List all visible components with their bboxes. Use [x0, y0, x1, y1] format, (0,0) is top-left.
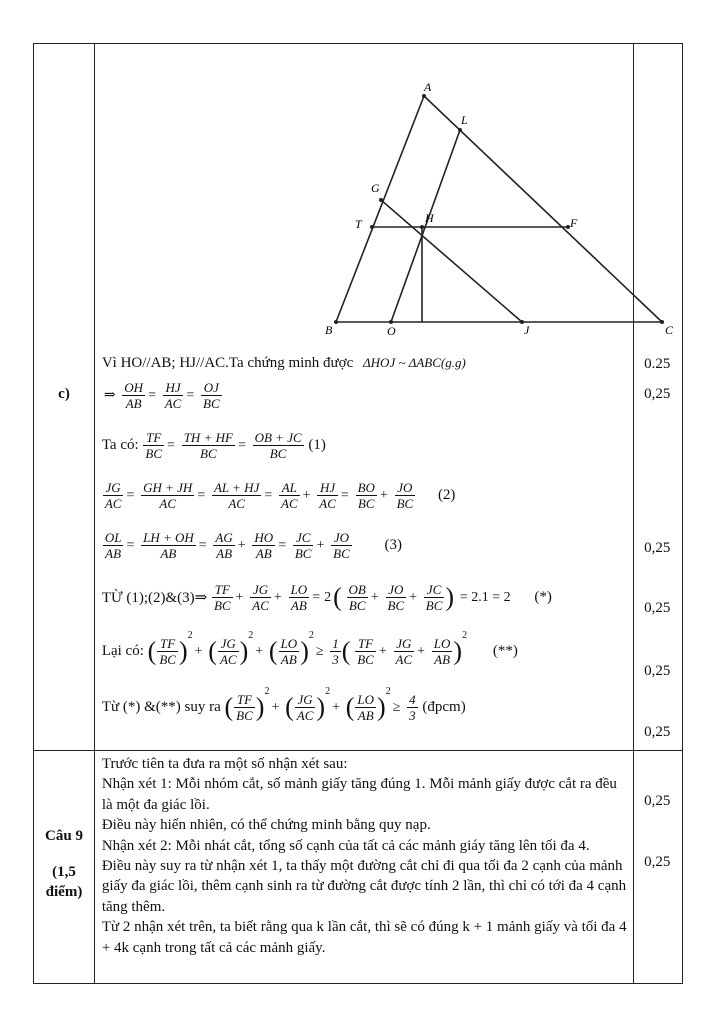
label-F: F [569, 216, 578, 230]
inequality-equation: Lại có: ( $\frac{TF}{BC}$ )$^2$+ ( $\frac{JG}{AC}$ )$^2$+ ( $\frac{LO}{AB}$ )$^2$≥ $\frac{1}{3}$ ( $\frac{TF}{BC}$ + $\frac{JG}{AC}$ + $\frac{LO}{AB}$ )$^2$ (**) [101, 630, 518, 667]
paragraph: Nhận xét 1: Mỗi nhóm cắt, số mảnh giấy tăng đúng 1. Mỗi mảnh giấy được cắt ra đều là một đa giác lồi. [101, 776, 617, 813]
score: 0,25 [644, 724, 671, 740]
label-H: H [424, 211, 434, 225]
answer-table [33, 43, 683, 984]
equation-3: $\frac{OL}{AB}$ = $\frac{LH + OH}{AB}$ = $\frac{AG}{AB}$ + $\frac{HO}{AB}$ = $\frac{JC}{BC}$ + $\frac{JO}{BC}$ (3) [104, 530, 403, 561]
statement-line-1: Vì HO//AB; HJ//AC.Ta chứng minh được ΔHOJ ~ ΔABC(g.g) [101, 355, 466, 371]
paragraph: Từ 2 nhận xét trên, ta biết rằng qua k lần cắt, thì sẽ có đúng k + 1 mảnh giấy và tối đa 4 + 4k cạnh trong tất cả các mảnh giấy. [101, 919, 627, 956]
part-c-label-cell [34, 44, 95, 751]
point-H [420, 225, 424, 229]
triangle-figure [95, 44, 673, 349]
segment-GJ [381, 200, 522, 322]
point-B [334, 320, 338, 324]
label-A: A [423, 80, 432, 94]
point-A [422, 94, 426, 98]
label-J: J [523, 323, 530, 337]
segment-OL [391, 130, 460, 322]
conclusion-equation: Từ (*) &(**) suy ra ( $\frac{TF}{BC}$ )$^2$+ ( $\frac{JG}{AC}$ )$^2$+ ( $\frac{LO}{AB}$ )$^2$≥ $\frac{4}{3}$ (đpcm) [101, 686, 466, 723]
paragraph: Trước tiên ta đưa ra một số nhận xét sau: [101, 756, 348, 772]
point-G [379, 198, 383, 202]
segment-BA [336, 96, 424, 322]
label-C: C [664, 323, 673, 337]
paragraph: Điều này suy ra từ nhận xét 1, ta thấy một đường cắt chỉ đi qua tối đa 2 cạnh của mảnh giấy đa giác lồi, thêm cạnh sinh ra từ đường cắt được tính 2 lần, thì chỉ có tới đa 4 cạnh tăng thêm. [101, 858, 627, 915]
ratio-equation: ⇒ $\frac{OH}{AB}$ = $\frac{HJ}{AC}$ = $\frac{OJ}{BC}$ [103, 380, 220, 411]
q9-label-cell [34, 751, 95, 984]
paragraph: Điều này hiển nhiên, có thể chứng minh bằng quy nạp. [101, 817, 431, 834]
score: 0.25 [644, 356, 671, 372]
score: 0,25 [644, 663, 671, 679]
label-B: B [324, 323, 333, 337]
label-O: O [386, 324, 396, 338]
equation-2: $\frac{JG}{AC}$ = $\frac{GH + JH}{AC}$ = $\frac{AL + HJ}{AC}$ = $\frac{AL}{AC}$ + $\frac{HJ}{AC}$ = $\frac{BO}{BC}$ + $\frac{JO}{BC}$ (2) [104, 480, 456, 511]
q9-points: (1,5 [52, 864, 76, 880]
q9-label: Câu 9 [45, 828, 83, 844]
sum-equation: TỪ (1);(2)&(3)⇒ $\frac{TF}{BC}$ + $\frac{JG}{AC}$ + $\frac{LO}{AB}$ = 2( $\frac{OB}{BC}$ + $\frac{JO}{BC}$ + $\frac{JC}{BC}$ ) = 2.1 = 2 (*) [101, 582, 552, 613]
q9-points-unit: điểm) [45, 884, 83, 900]
score: 0,25 [644, 386, 671, 402]
score: 0,25 [644, 540, 671, 556]
q9-scores [634, 751, 683, 984]
part-c-scores [634, 44, 683, 751]
label-T: T [354, 217, 362, 231]
score: 0,25 [644, 600, 671, 616]
equation-1: Ta có: $\frac{TF}{BC}$ = $\frac{TH + HF}{BC}$ = $\frac{OB + JC}{BC}$ (1) [101, 430, 326, 461]
point-L [458, 128, 462, 132]
score: 0,25 [644, 854, 671, 870]
q9-content [94, 751, 633, 984]
score: 0,25 [644, 793, 671, 809]
q9-text [102, 754, 627, 958]
part-c-label: c) [58, 386, 70, 402]
label-G: G [370, 181, 380, 195]
paragraph: Nhận xét 2: Mỗi nhát cắt, tổng số cạnh của tất cả các mảnh giáy tăng lên tối đa 4. [101, 837, 590, 854]
label-L: L [460, 113, 468, 127]
point-T [370, 225, 374, 229]
